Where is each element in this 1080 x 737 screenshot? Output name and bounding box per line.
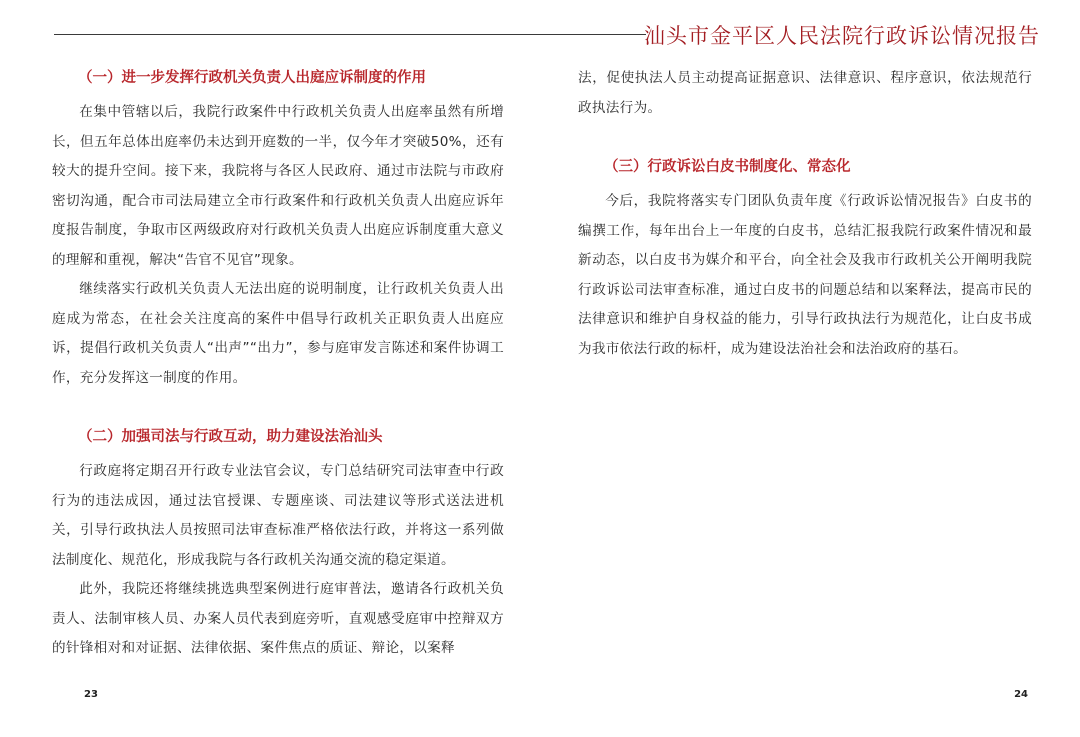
section-2-title: （二）加强司法与行政互动，助力建设法治汕头: [78, 429, 383, 445]
left-page-column: [52, 64, 504, 664]
right-page-column: [578, 64, 1032, 364]
page-number-right: 24: [1014, 689, 1028, 700]
section-2-paragraph-2: 此外，我院还将继续挑选典型案例进行庭审普法，邀请各行政机关负责人、法制审核人员、办案人员代表到庭旁听，直观感受庭审中控辩双方的针锋相对和对证据、法律依据、案件焦点的质证、辩论，以案释: [52, 581, 504, 656]
section-1-paragraph-1: 在集中管辖以后，我院行政案件中行政机关负责人出庭率虽然有所增长，但五年总体出庭率仍未达到开庭数的一半，仅今年才突破50%，还有较大的提升空间。接下来，我院将与各区人民政府、通过市法院与市政府密切沟通，配合市司法局建立全市行政案件和行政机关负责人出庭应诉年度报告制度，争取市区两级政府对行政机关负责人出庭应诉制度重大意义的理解和重视，解决“告官不见官”现象。: [52, 104, 504, 268]
continuation-paragraph: 法，促使执法人员主动提高证据意识、法律意识、程序意识，依法规范行政执法行为。: [578, 70, 1032, 116]
section-1-paragraph-2: 继续落实行政机关负责人无法出庭的说明制度，让行政机关负责人出庭成为常态，在社会关注度高的案件中倡导行政机关正职负责人出庭应诉，提倡行政机关负责人“出声”“出力”，参与庭审发言陈述和案件协调工作，充分发挥这一制度的作用。: [52, 281, 504, 386]
report-header-title: 汕头市金平区人民法院行政诉讼情况报告: [644, 24, 1040, 48]
spacer: [52, 393, 504, 423]
header-rule: [54, 34, 646, 35]
section-3-title: （三）行政诉讼白皮书制度化、常态化: [604, 159, 851, 175]
page-number-left: 23: [84, 689, 98, 700]
spacer: [578, 123, 1032, 153]
section-3-paragraph-1: 今后，我院将落实专门团队负责年度《行政诉讼情况报告》白皮书的编撰工作，每年出台上一年度的白皮书，总结汇报我院行政案件情况和最新动态，以白皮书为媒介和平台，向全社会及我市行政机关公开阐明我院行政诉讼司法审查标准，通过白皮书的问题总结和以案释法，提高市民的法律意识和维护自身权益的能力，引导行政执法行为规范化，让白皮书成为我市依法行政的标杆，成为建设法治社会和法治政府的基石。: [578, 193, 1032, 357]
section-1-title: （一）进一步发挥行政机关负责人出庭应诉制度的作用: [78, 70, 426, 86]
section-2-paragraph-1: 行政庭将定期召开行政专业法官会议，专门总结研究司法审查中行政行为的违法成因，通过法官授课、专题座谈、司法建议等形式送法进机关，引导行政执法人员按照司法审查标准严格依法行政，并将这一系列做法制度化、规范化，形成我院与各行政机关沟通交流的稳定渠道。: [52, 463, 504, 568]
